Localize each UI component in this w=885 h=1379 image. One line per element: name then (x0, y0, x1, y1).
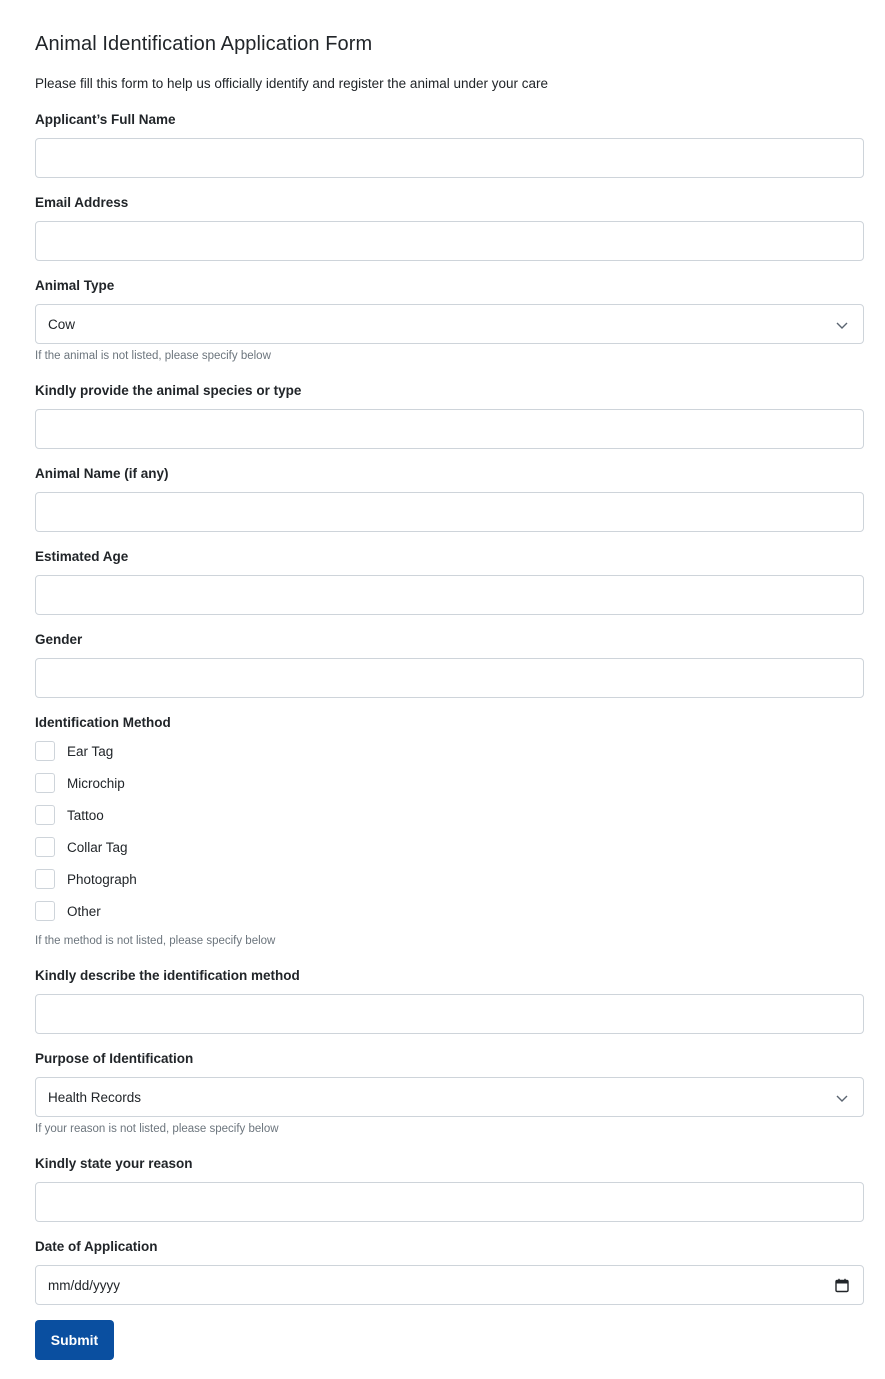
reason-label: Kindly state your reason (35, 1156, 193, 1171)
checkbox-label: Ear Tag (67, 743, 114, 759)
animal-type-label: Animal Type (35, 278, 115, 293)
estimated-age-label: Estimated Age (35, 549, 129, 564)
form-title: Animal Identification Application Form (35, 33, 373, 55)
animal-species-label: Kindly provide the animal species or type (35, 383, 302, 398)
calendar-icon[interactable] (835, 1278, 849, 1293)
checkbox-box[interactable] (35, 805, 55, 825)
form-description: Please fill this form to help us officially identify and register the animal under your care (35, 76, 549, 91)
animal-type-help: If the animal is not listed, please specify below (35, 350, 271, 362)
purpose-label: Purpose of Identification (35, 1051, 194, 1066)
chevron-down-icon (835, 318, 849, 332)
animal-type-selected-value: Cow (48, 316, 76, 332)
checkbox-label: Tattoo (67, 807, 104, 823)
identification-method-label: Identification Method (35, 715, 171, 730)
animal-species-input[interactable] (35, 409, 864, 449)
animal-name-label: Animal Name (if any) (35, 466, 169, 481)
checkbox-box[interactable] (35, 901, 55, 921)
identification-method-help: If the method is not listed, please specify below (35, 935, 276, 947)
checkbox-collar-tag[interactable] (35, 837, 128, 857)
checkbox-box[interactable] (35, 869, 55, 889)
gender-label: Gender (35, 632, 83, 647)
date-input[interactable] (35, 1265, 864, 1305)
checkbox-other[interactable] (35, 901, 101, 921)
checkbox-label: Microchip (67, 775, 125, 791)
method-description-label: Kindly describe the identification method (35, 968, 300, 983)
checkbox-label: Photograph (67, 871, 137, 887)
chevron-down-icon (835, 1091, 849, 1105)
checkbox-label: Collar Tag (67, 839, 128, 855)
checkbox-ear-tag[interactable] (35, 741, 113, 761)
date-label: Date of Application (35, 1239, 158, 1254)
checkbox-box[interactable] (35, 837, 55, 857)
checkbox-tattoo[interactable] (35, 805, 104, 825)
checkbox-box[interactable] (35, 773, 55, 793)
reason-input[interactable] (35, 1182, 864, 1222)
purpose-select[interactable] (35, 1077, 864, 1117)
checkbox-photograph[interactable] (35, 869, 137, 889)
email-input[interactable] (35, 221, 864, 261)
checkbox-box[interactable] (35, 741, 55, 761)
date-placeholder: mm/dd/yyyy (48, 1277, 121, 1293)
purpose-selected-value: Health Records (48, 1089, 142, 1105)
animal-name-input[interactable] (35, 492, 864, 532)
submit-button[interactable]: Submit (35, 1320, 114, 1360)
animal-type-select[interactable] (35, 304, 864, 344)
purpose-help: If your reason is not listed, please specify below (35, 1123, 279, 1135)
method-description-input[interactable] (35, 994, 864, 1034)
email-label: Email Address (35, 195, 129, 210)
full-name-label: Applicant’s Full Name (35, 112, 176, 127)
estimated-age-input[interactable] (35, 575, 864, 615)
gender-input[interactable] (35, 658, 864, 698)
checkbox-label: Other (67, 903, 101, 919)
checkbox-microchip[interactable] (35, 773, 125, 793)
full-name-input[interactable] (35, 138, 864, 178)
